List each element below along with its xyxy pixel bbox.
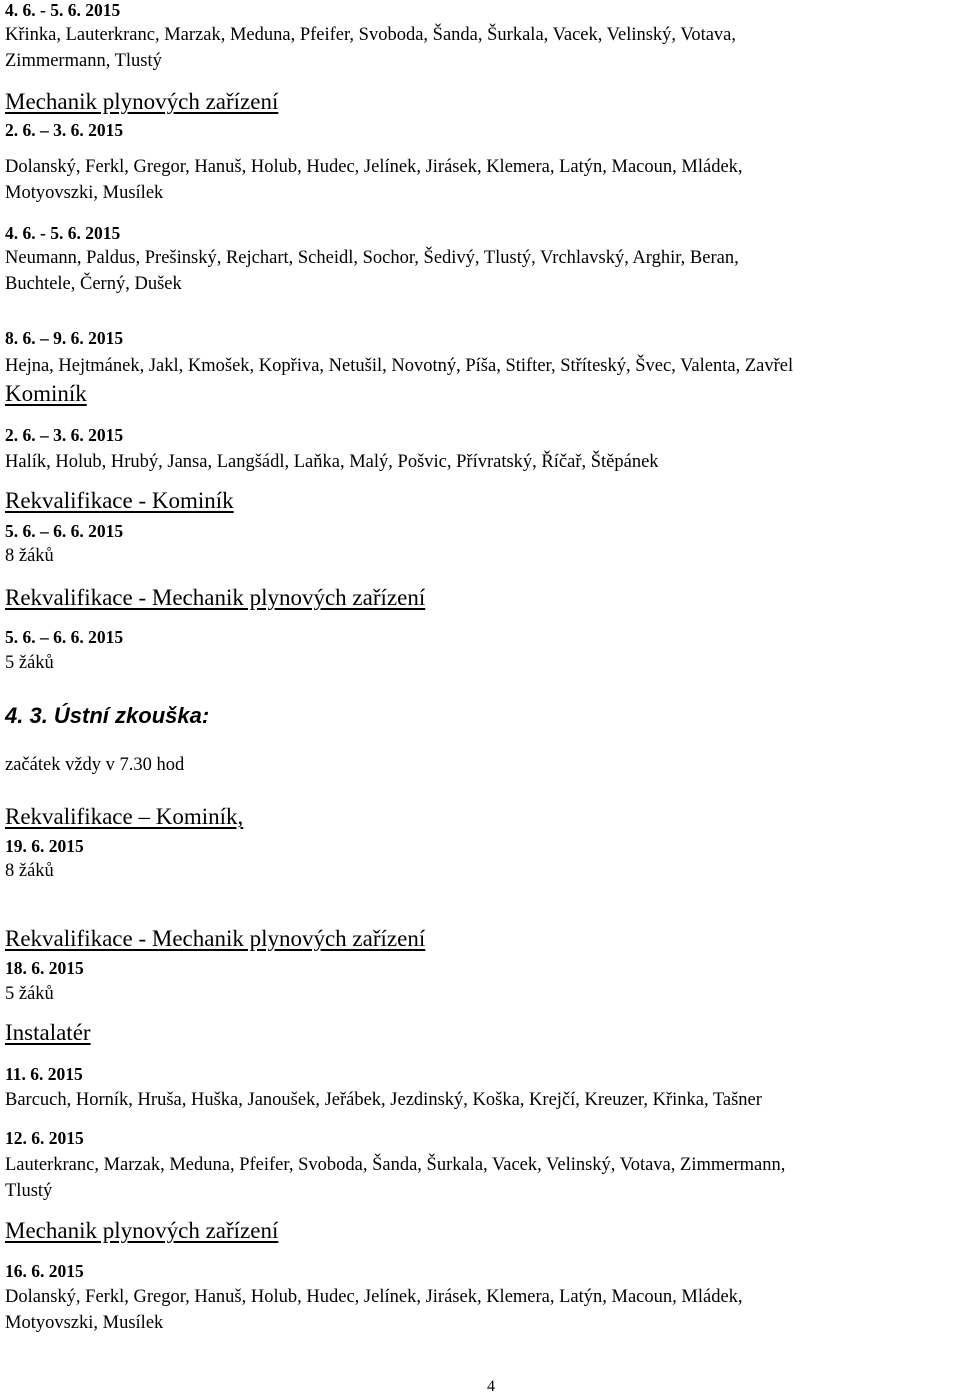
student-list (5, 22, 736, 74)
section-heading-requalification-gas-mechanic: Rekvalifikace - Mechanik plynových zařízení (5, 585, 426, 610)
student-list-line: Neumann, Paldus, Prešinský, Rejchart, Scheidl, Sochor, Šedivý, Tlustý, Vrchlavský, Arghir, Beran, (5, 248, 739, 268)
student-list-line: Křinka, Lauterkranc, Marzak, Meduna, Pfeifer, Svoboda, Šanda, Šurkala, Vacek, Velinský, Votava, (5, 25, 737, 45)
exam-date: 18. 6. 2015 (5, 958, 84, 978)
section-heading-requalification-gas-mechanic: Rekvalifikace - Mechanik plynových zařízení (5, 926, 426, 951)
student-list (5, 154, 743, 206)
student-list-line: Dolanský, Ferkl, Gregor, Hanuš, Holub, Hudec, Jelínek, Jirásek, Klemera, Latýn, Macoun, Mládek, (5, 157, 743, 177)
student-count: 5 žáků (5, 984, 54, 1004)
section-heading-installer: Instalatér (5, 1020, 91, 1045)
student-list-line: Dolanský, Ferkl, Gregor, Hanuš, Holub, Hudec, Jelínek, Jirásek, Klemera, Latýn, Macoun, Mládek, (5, 1287, 743, 1307)
student-list (5, 1152, 785, 1204)
exam-date: 2. 6. – 3. 6. 2015 (5, 425, 124, 445)
student-list-line: Motyovszki, Musílek (5, 183, 164, 203)
student-list (5, 449, 659, 475)
page-number: 4 (487, 1378, 495, 1395)
student-list-line: Motyovszki, Musílek (5, 1313, 164, 1333)
student-list-line: Hejna, Hejtmánek, Jakl, Kmošek, Kopřiva, Netušil, Novotný, Píša, Stifter, Stříteský, Švec, Valenta, Zavřel (5, 356, 794, 376)
section-heading-requalification-chimney-sweep: Rekvalifikace – Kominík, (5, 804, 244, 829)
student-list-line: Barcuch, Horník, Hruša, Huška, Janoušek, Jeřábek, Jezdinský, Koška, Krejčí, Kreuzer, Křinka, Tašner (5, 1090, 762, 1110)
exam-date: 16. 6. 2015 (5, 1261, 84, 1281)
student-list-line: Lauterkranc, Marzak, Meduna, Pfeifer, Svoboda, Šanda, Šurkala, Vacek, Velinský, Votava, Zimmermann, (5, 1155, 786, 1175)
student-list (5, 1284, 743, 1336)
exam-date: 4. 6. - 5. 6. 2015 (5, 223, 121, 243)
student-list-line: Zimmermann, Tlustý (5, 51, 162, 71)
student-list-line: Buchtele, Černý, Dušek (5, 274, 182, 294)
exam-date: 12. 6. 2015 (5, 1128, 84, 1148)
exam-date: 11. 6. 2015 (5, 1064, 83, 1084)
student-count: 5 žáků (5, 653, 54, 673)
exam-date: 5. 6. – 6. 6. 2015 (5, 627, 124, 647)
section-heading-requalification-chimney-sweep: Rekvalifikace - Kominík (5, 488, 234, 513)
exam-date: 8. 6. – 9. 6. 2015 (5, 328, 124, 348)
student-list (5, 353, 793, 379)
exam-date: 19. 6. 2015 (5, 836, 84, 856)
student-list (5, 1087, 762, 1113)
exam-date: 5. 6. – 6. 6. 2015 (5, 521, 124, 541)
section-heading-gas-mechanic: Mechanik plynových zařízení (5, 89, 279, 114)
exam-date: 4. 6. - 5. 6. 2015 (5, 0, 121, 20)
section-title-oral-exam: 4. 3. Ústní zkouška: (5, 703, 210, 728)
exam-date: 2. 6. – 3. 6. 2015 (5, 120, 124, 140)
student-count: 8 žáků (5, 861, 54, 881)
student-list (5, 245, 739, 297)
student-list-line: Halík, Holub, Hrubý, Jansa, Langšádl, Laňka, Malý, Pošvic, Přívratský, Říčař, Štěpánek (5, 452, 659, 472)
section-heading-chimney-sweep: Kominík (5, 381, 87, 406)
student-list-line: Tlustý (5, 1181, 53, 1201)
student-count: 8 žáků (5, 546, 54, 566)
section-heading-gas-mechanic: Mechanik plynových zařízení (5, 1218, 279, 1243)
start-time-note: začátek vždy v 7.30 hod (5, 755, 185, 775)
